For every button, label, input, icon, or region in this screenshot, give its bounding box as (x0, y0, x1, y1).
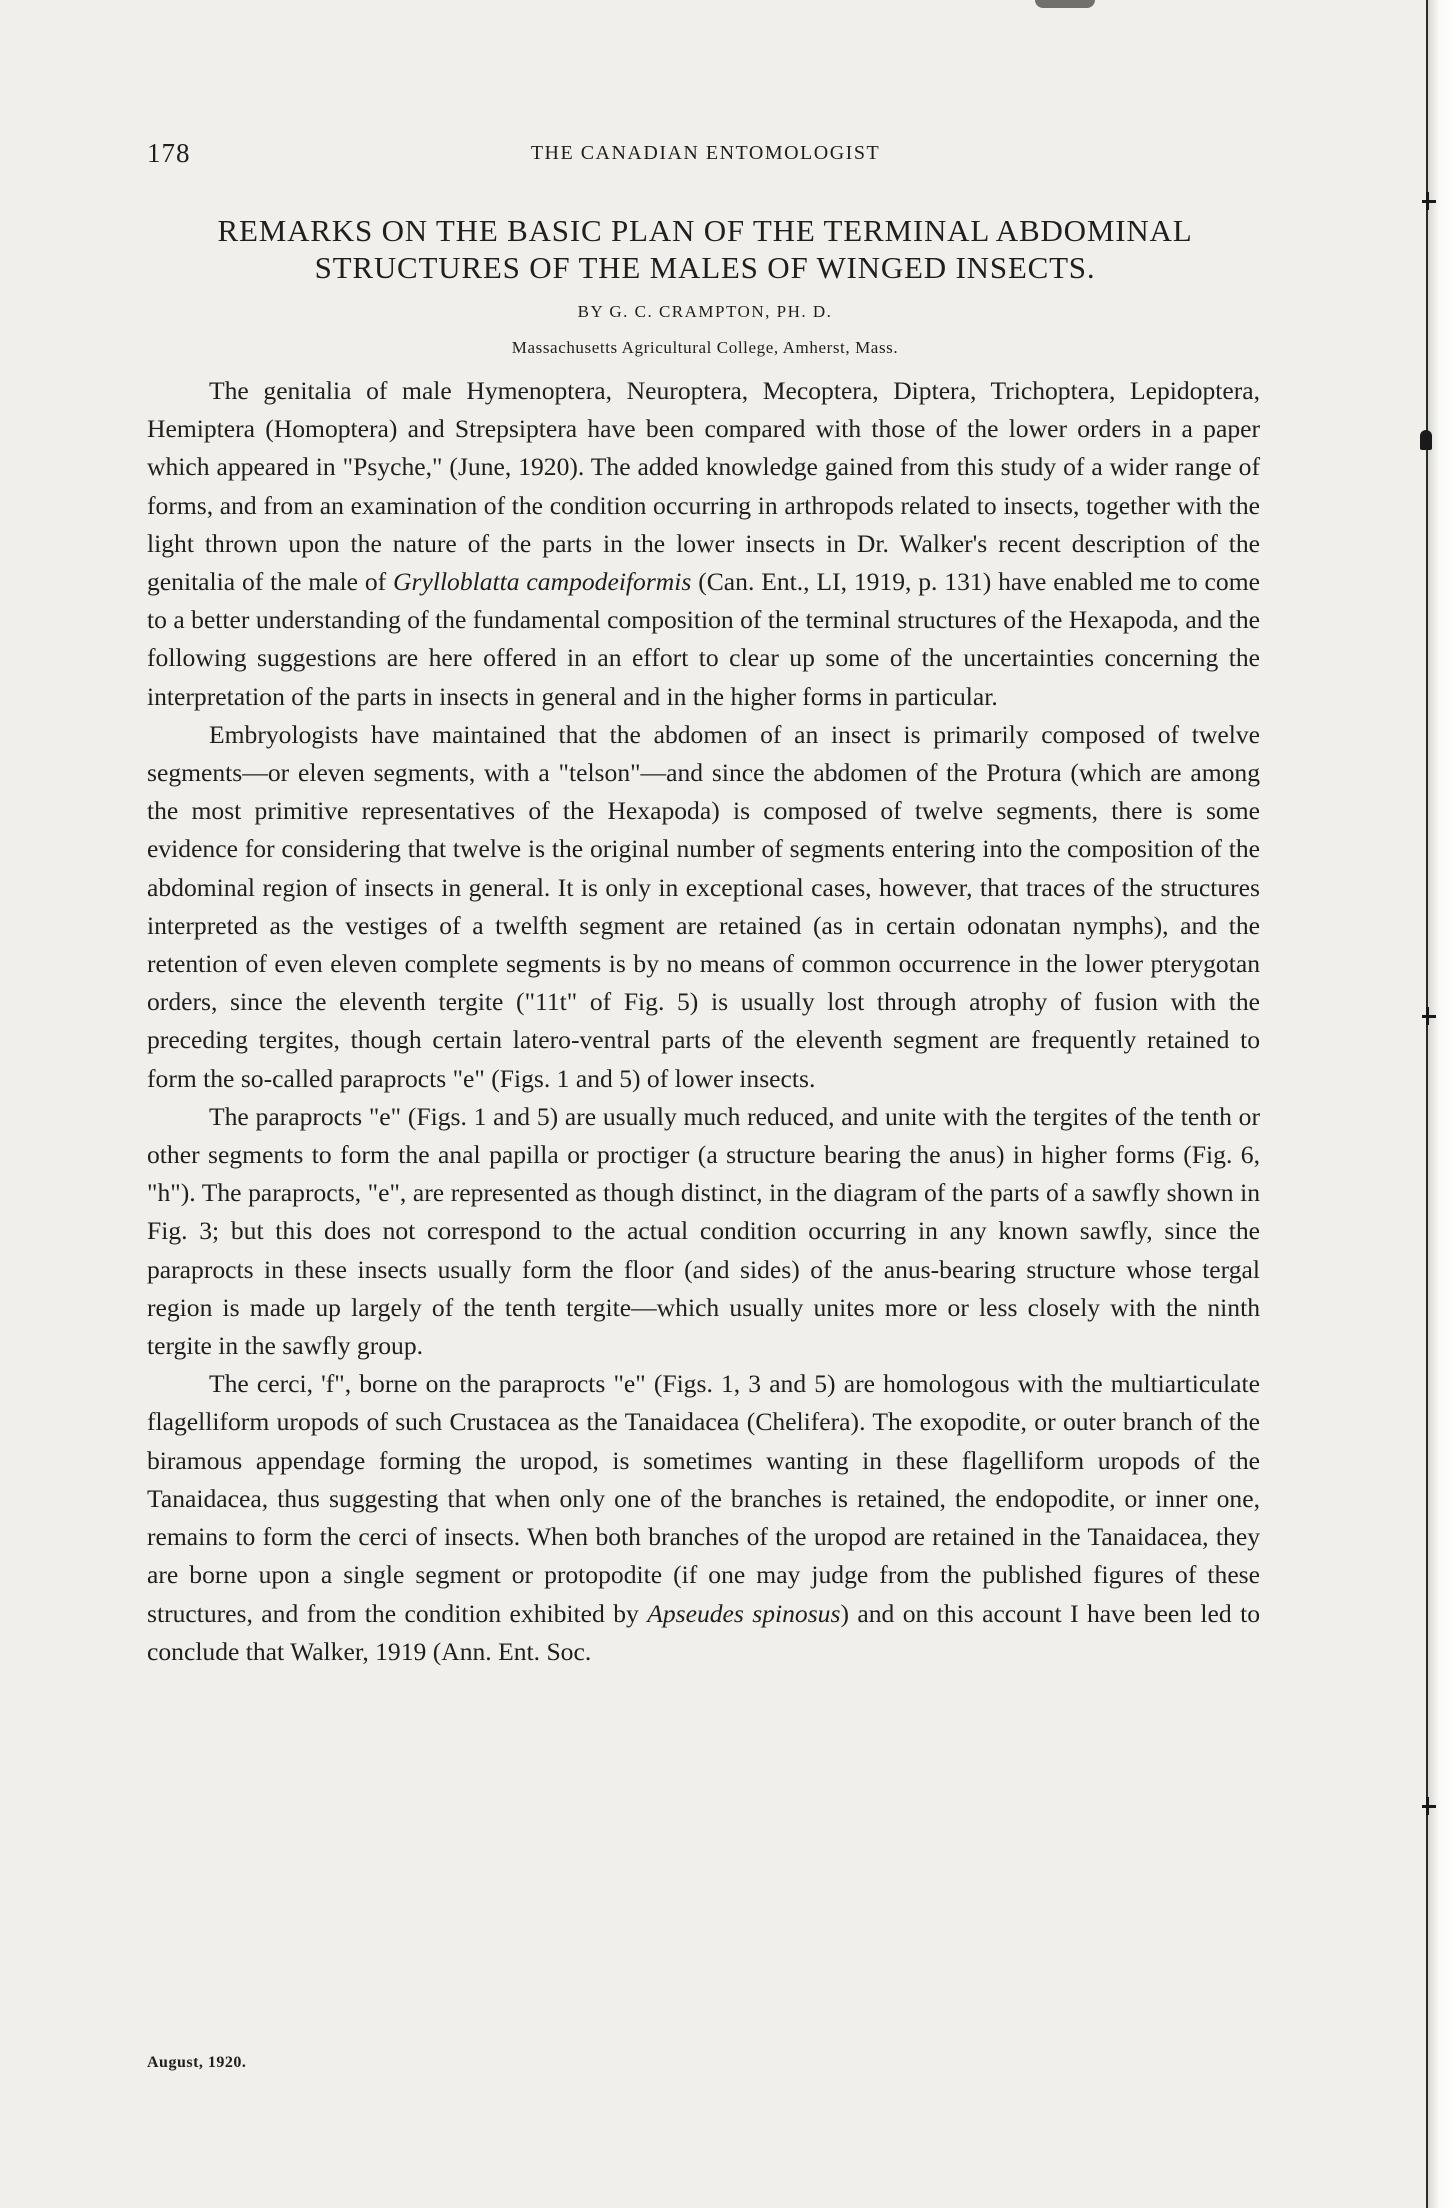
page-number: 178 (147, 138, 191, 168)
edge-tick-mark (1426, 1007, 1429, 1025)
paragraph-text: ) and on this account I have been led to conclude that Walker, 1919 (Ann. Ent. Soc. (147, 1598, 1260, 1666)
species-name: Apseudes spinosus (647, 1598, 841, 1628)
paragraph-2 (147, 716, 1260, 1098)
scan-smudge (1035, 0, 1095, 8)
article-title-line-2: STRUCTURES OF THE MALES OF WINGED INSECTS. (314, 250, 1096, 285)
page-edge (1426, 0, 1456, 2208)
article-body (147, 372, 1260, 1671)
running-head (147, 138, 1264, 178)
journal-title: THE CANADIAN ENTOMOLOGIST (530, 142, 881, 164)
paragraph-text: Embryologists have maintained that the abdomen of an insect is primarily composed of twelve segments—or eleven segments, with a "telson"—and since the abdomen of the Protura (which are among the most primitive representatives of the Hexapoda) is composed of twelve segments, there is some evidence for considering that twelve is the original number of segments entering into the composition of the abdominal region of insects in general. It is only in exceptional cases, however, that traces of the structures interpreted as the vestiges of a twelfth segment are retained (as in certain odonatan nymphs), and the retention of even eleven complete segments is by no means of common occurrence in the lower pterygotan orders, since the eleventh tergite ("11t" of Fig. 5) is usually lost through atrophy of fusion with the preceding tergites, though certain latero-ventral parts of the eleventh segment are frequently retained to form the so-called paraprocts "e" (Figs. 1 and 5) of lower insects. (147, 719, 1260, 1093)
paragraph-4 (147, 1365, 1260, 1671)
article-title (140, 212, 1270, 286)
paragraph-1 (147, 372, 1260, 716)
issue-date: August, 1920. (147, 2054, 247, 2071)
paragraph-text: (Can. Ent., LI, 1919, p. 131) have enabled me to come to a better understanding of the fundamental composition of the terminal structures of the Hexapoda, and the following suggestions are here offered in an effort to clear up some of the uncertainties concerning the interpretation of the parts in insects in general and in the higher forms in particular. (147, 567, 1260, 711)
paragraph-text: The genitalia of male Hymenoptera, Neuroptera, Mecoptera, Diptera, Trichoptera, Lepidoptera, Hemiptera (Homoptera) and Strepsiptera have been compared with those of the lower orders in a paper which appeared in "Psyche," (June, 1920). The added knowledge gained from this study of a wider range of forms, and from an examination of the condition occurring in arthropods related to insects, together with the light thrown upon the nature of the parts in the lower insects in Dr. Walker's recent description of the genitalia of the male of (147, 376, 1260, 597)
edge-tick-mark (1426, 1797, 1429, 1815)
edge-tick-mark (1422, 1805, 1436, 1808)
edge-tick-mark (1420, 430, 1432, 450)
paragraph-text: The paraprocts "e" (Figs. 1 and 5) are usually much reduced, and unite with the tergites of the tenth or other segments to form the anal papilla or proctiger (a structure bearing the anus) in higher forms (Fig. 6, "h"). The paraprocts, "e", are represented as though distinct, in the diagram of the parts of a sawfly shown in Fig. 3; but this does not correspond to the actual condition occurring in any known sawfly, since the paraprocts in these insects usually form the floor (and sides) of the anus-bearing structure whose tergal region is made up largely of the tenth tergite—which usually unites more or less closely with the ninth tergite in the sawfly group. (147, 1101, 1260, 1361)
paragraph-3 (147, 1098, 1260, 1365)
paragraph-text: The cerci, 'f", borne on the paraprocts "e" (Figs. 1, 3 and 5) are homologous with the multiarticulate flagelliform uropods of such Crustacea as the Tanaidacea (Chelifera). The exopodite, or outer branch of the biramous appendage forming the uropod, is sometimes wanting in these flagelliform uropods of the Tanaidacea, thus suggesting that when only one of the branches is retained, the endopodite, or inner one, remains to form the cerci of insects. When both branches of the uropod are retained in the Tanaidacea, they are borne upon a single segment or protopodite (if one may judge from the published figures of these structures, and from the condition exhibited by (147, 1369, 1260, 1628)
edge-tick-mark (1426, 192, 1429, 210)
author-affiliation: Massachusetts Agricultural College, Amherst, Mass. (511, 338, 899, 357)
author-byline: BY G. C. CRAMPTON, PH. D. (577, 302, 833, 321)
edge-tick-mark (1422, 200, 1436, 203)
species-name: Grylloblatta campodeiformis (393, 567, 692, 597)
edge-tick-mark (1422, 1015, 1436, 1018)
article-title-line-1: REMARKS ON THE BASIC PLAN OF THE TERMINAL ABDOMINAL (217, 213, 1193, 248)
